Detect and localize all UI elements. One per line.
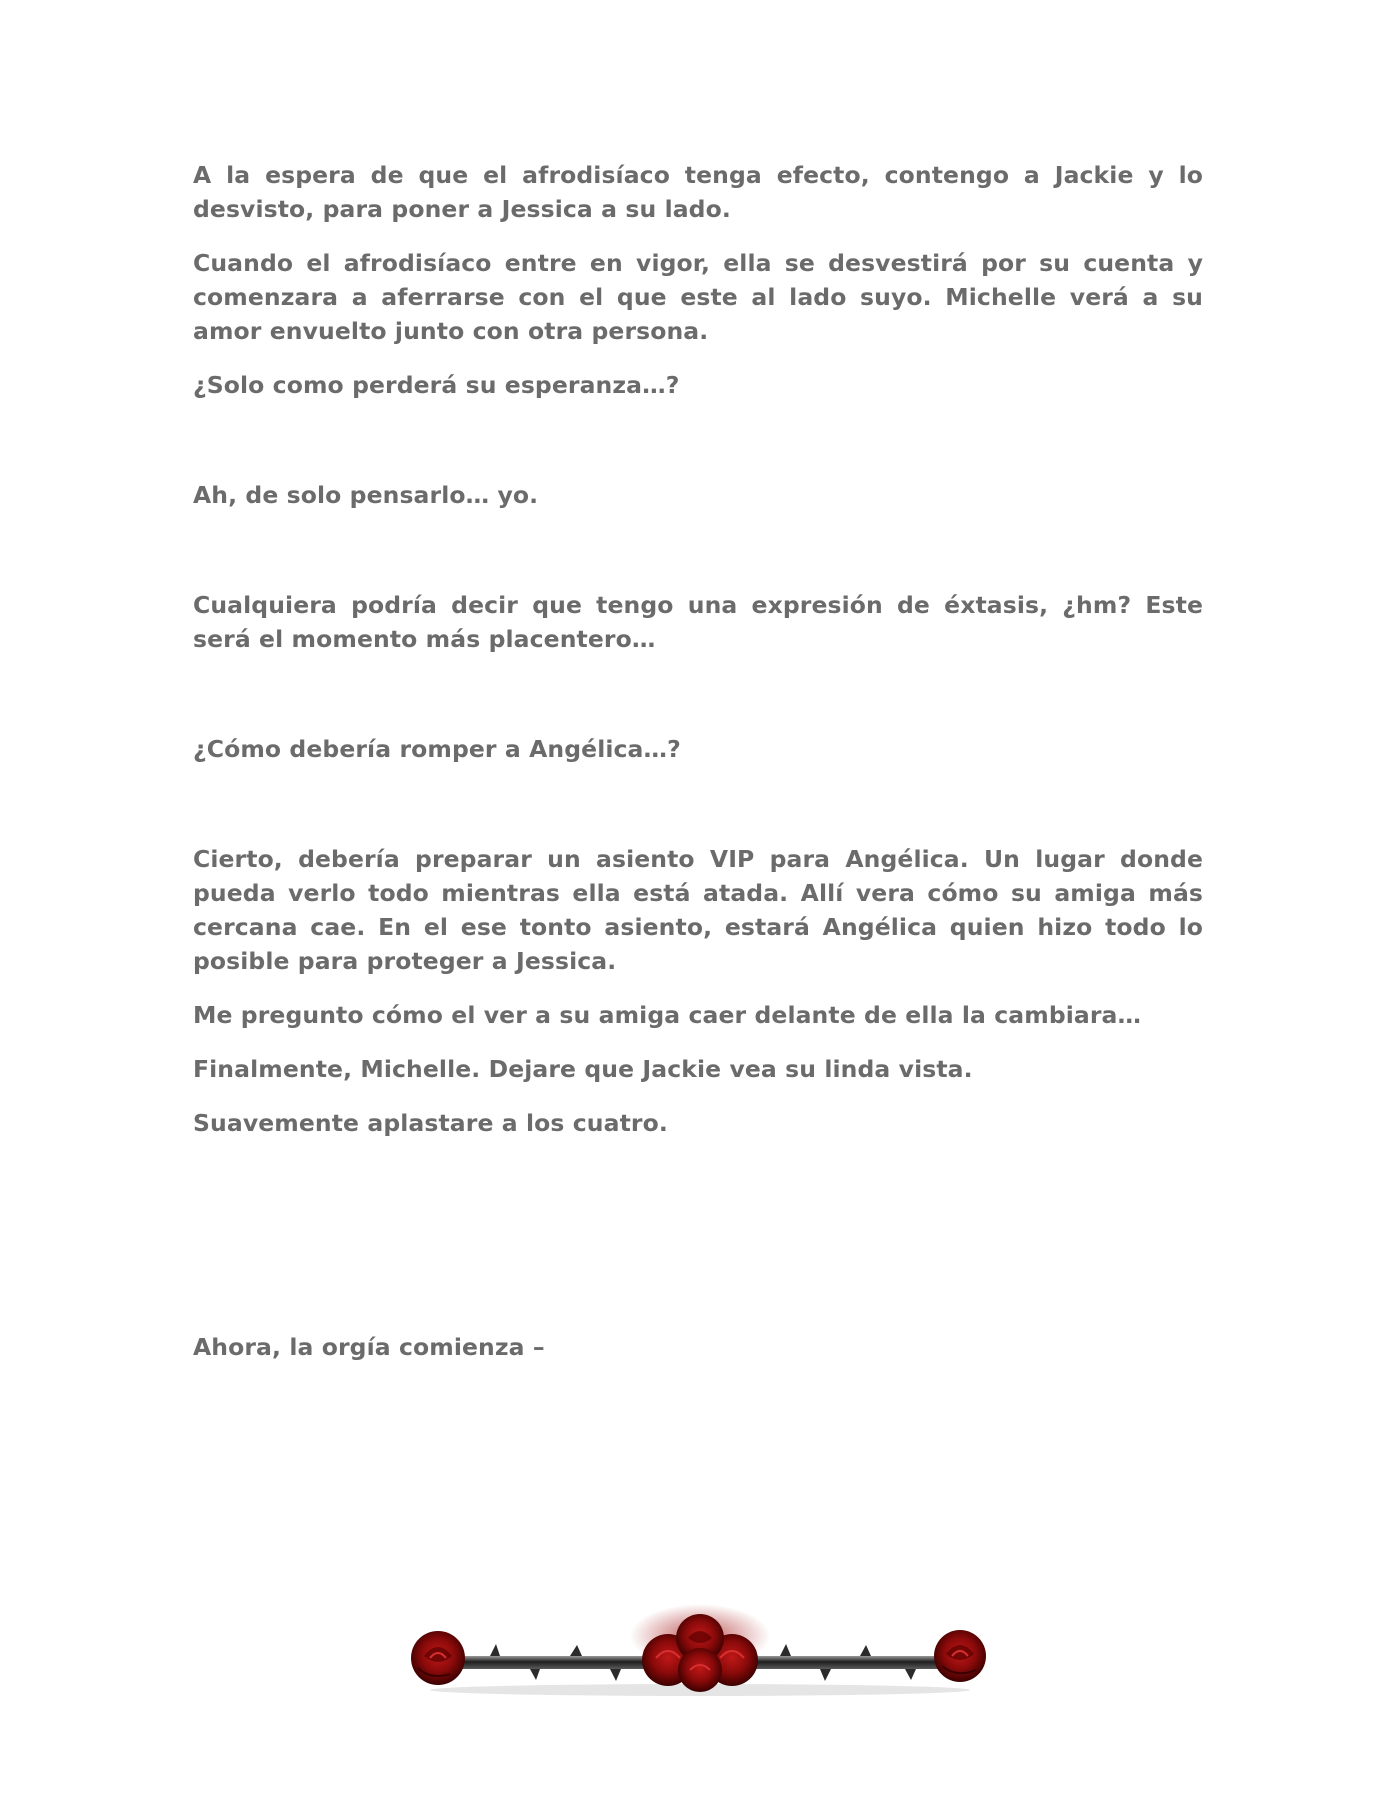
paragraph-3: ¿Solo como perderá su esperanza…? [193, 371, 680, 399]
rose-vine-divider-icon [400, 1598, 1000, 1708]
paragraph-2: Cuando el afrodisíaco entre en vigor, ella se desvestirá por su cuenta y comenzara a aferrarse con el que este al lado suyo. Michelle verá a su amor envuelto junto con otra persona. [193, 249, 1203, 345]
spacer [193, 786, 1203, 842]
spacer [193, 532, 1203, 588]
paragraph-9: Finalmente, Michelle. Dejare que Jackie vea su linda vista. [193, 1055, 973, 1083]
paragraph-5: Cualquiera podría decir que tengo una expresión de éxtasis, ¿hm? Este será el momento más placentero… [193, 591, 1203, 653]
paragraph-4: Ah, de solo pensarlo… yo. [193, 481, 539, 509]
paragraph-6: ¿Cómo debería romper a Angélica…? [193, 735, 681, 763]
paragraph-7: Cierto, debería preparar un asiento VIP para Angélica. Un lugar donde pueda verlo todo mientras ella está atada. Allí vera cómo su amiga más cercana cae. En el ese tonto asiento, estará Angélica quien hizo todo lo posible para proteger a Jessica. [193, 845, 1203, 975]
spacer [193, 422, 1203, 478]
paragraph-1: A la espera de que el afrodisíaco tenga efecto, contengo a Jackie y lo desvisto, para poner a Jessica a su lado. [193, 161, 1203, 223]
spacer [193, 1160, 1203, 1330]
paragraph-8: Me pregunto cómo el ver a su amiga caer delante de ella la cambiara… [193, 1001, 1142, 1029]
paragraph-11: Ahora, la orgía comienza – [193, 1333, 545, 1361]
story-text [193, 158, 1203, 1384]
spacer [193, 676, 1203, 732]
paragraph-10: Suavemente aplastare a los cuatro. [193, 1109, 668, 1137]
